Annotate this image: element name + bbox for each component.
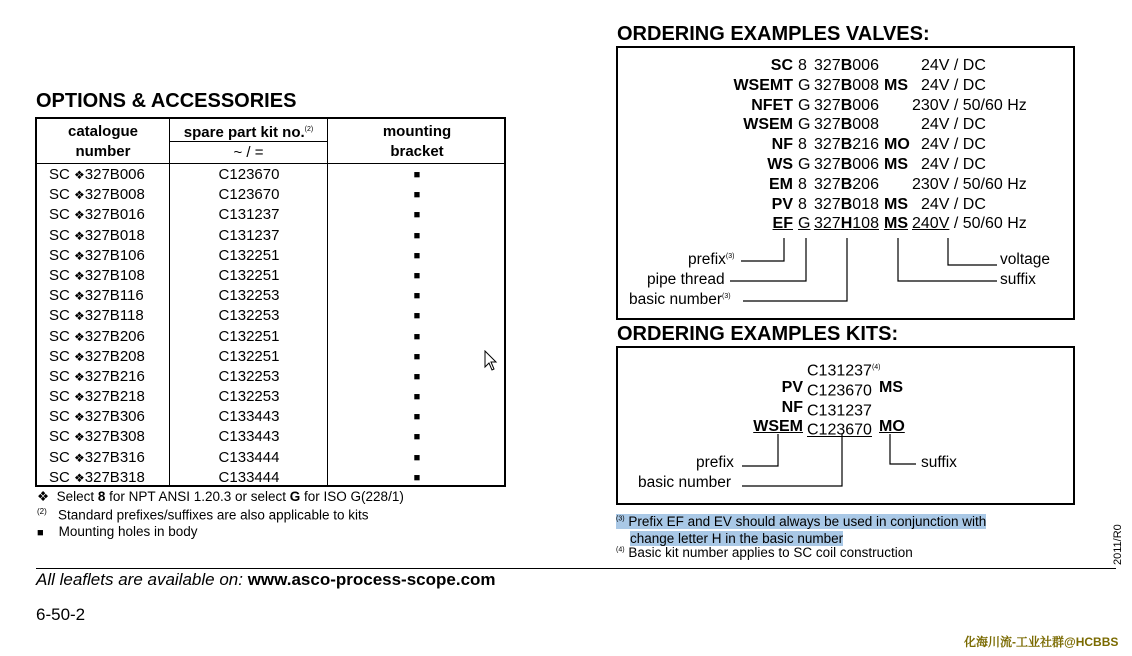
valve-voltage: 24V / DC: [921, 76, 986, 94]
bracket-mark: ■: [413, 269, 421, 282]
valve-prefix: EM: [769, 175, 793, 193]
watermark: 化海川流-工业社群@HCBBS: [964, 635, 1119, 649]
bracket-mark: ■: [413, 249, 421, 262]
table-row: [37, 347, 504, 367]
label-suffix: suffix: [1000, 271, 1036, 288]
note-mounting: ■ Mounting holes in body: [37, 524, 198, 539]
valve-voltage: 24V / DC: [921, 156, 986, 173]
valve-voltage: 240V / 50/60 Hz: [912, 215, 1027, 233]
kit-number: C132253: [218, 388, 280, 406]
valve-basic-number: 327B018: [814, 195, 879, 213]
catalogue-number: SC ❖327B308: [49, 428, 145, 446]
valve-voltage: 24V / DC: [921, 136, 986, 154]
catalogue-number: SC ❖327B218: [49, 388, 145, 406]
valve-suffix: MS: [884, 76, 908, 94]
bracket-mark: ■: [413, 431, 421, 444]
bracket-mark: ■: [413, 350, 421, 363]
catalogue-number: SC ❖327B208: [49, 347, 145, 365]
kit-number: C131237: [218, 226, 280, 244]
valve-prefix: NFET: [751, 96, 793, 114]
catalogue-number: SC ❖327B006: [49, 166, 145, 183]
valve-prefix: PV: [771, 195, 793, 213]
valve-prefix: WSEMT: [733, 76, 793, 94]
catalogue-number: SC ❖327B316: [49, 448, 145, 466]
valve-voltage: 24V / DC: [921, 116, 986, 134]
note-kits: $^{(2)}$ Standard prefixes/suffixes are also applicable to kits: [37, 507, 369, 523]
bracket-mark: ■: [413, 451, 421, 464]
catalogue-number: SC ❖327B216: [49, 367, 145, 385]
bracket-mark: ■: [413, 169, 421, 181]
leaflets-line: All leaflets are available on: www.asco-process-scope.com: [36, 570, 496, 589]
catalogue-number: SC ❖327B116: [49, 287, 144, 305]
catalogue-number: SC ❖327B306: [49, 408, 145, 426]
options-table: [35, 117, 506, 487]
bracket-mark: ■: [413, 391, 421, 404]
valve-thread: G: [798, 116, 811, 134]
kits-box: [616, 346, 1075, 505]
kit-number: C132253: [218, 287, 280, 305]
valve-suffix: MS: [884, 215, 908, 233]
table-row: [37, 246, 504, 266]
table-row: [37, 448, 504, 468]
kit-number: C123670: [218, 186, 280, 204]
table-row: [37, 226, 504, 246]
table-row: [37, 306, 504, 326]
valve-thread: G: [798, 96, 811, 114]
kit-prefix: WSEM: [753, 418, 803, 436]
kit-prefix: NF: [781, 398, 803, 416]
label-pipe-thread: pipe thread: [647, 271, 725, 288]
table-row: [37, 266, 504, 286]
kit-number: C133444: [218, 448, 280, 466]
website-link[interactable]: www.asco-process-scope.com: [247, 570, 496, 589]
footnote-4: $^{(4)}$ Basic kit number applies to SC coil construction: [616, 545, 913, 560]
kit-number: C131237: [218, 206, 280, 224]
kit-basic-number: C131237: [807, 401, 872, 419]
bracket-mark: ■: [413, 411, 421, 424]
footnote-3: $^{(3)}$ Prefix EF and EV should always be used in conjunction with change letter H in the basic number: [616, 513, 987, 546]
revision-code: 2011/R0: [1112, 524, 1124, 565]
valve-thread: G: [798, 215, 811, 233]
options-rows: [37, 165, 504, 488]
mouse-cursor-icon: [484, 350, 498, 372]
valve-voltage: 230V / 50/60 Hz: [912, 175, 1027, 193]
valve-suffix: MS: [884, 156, 908, 173]
kit-number: C132251: [218, 246, 280, 264]
table-row: [37, 468, 504, 488]
table-row: [37, 327, 504, 347]
table-row: [37, 165, 504, 185]
options-title: OPTIONS & ACCESSORIES: [36, 90, 297, 112]
kit-suffix: MO: [879, 418, 905, 436]
kit-number: C132253: [218, 307, 280, 325]
kit-number: C132251: [218, 347, 280, 365]
valve-prefix: NF: [771, 136, 793, 154]
header-spare-kit: spare part kit no.$^{(2)}$: [183, 124, 314, 141]
valve-prefix: WS: [767, 156, 793, 173]
valve-thread: 8: [798, 136, 807, 154]
kits-label-suffix: suffix: [921, 454, 957, 471]
table-row: [37, 407, 504, 427]
table-row: [37, 286, 504, 306]
kit-number: C132251: [218, 327, 280, 345]
valve-prefix: EF: [772, 215, 793, 233]
valve-basic-number: 327B216: [814, 136, 879, 154]
kit-basic-number: C123670: [807, 382, 872, 400]
table-row: [37, 205, 504, 225]
catalogue-number: SC ❖327B118: [49, 307, 144, 325]
valve-thread: G: [798, 76, 811, 94]
valve-thread: 8: [798, 57, 807, 74]
valve-thread: 8: [798, 195, 807, 213]
kit-number: C132253: [218, 367, 280, 385]
kits-label-prefix: prefix: [696, 454, 734, 471]
valve-basic-number: 327H108: [814, 215, 879, 233]
valve-voltage: 24V / DC: [921, 195, 986, 213]
catalogue-number: SC ❖327B008: [49, 186, 145, 204]
catalogue-number: SC ❖327B318: [49, 468, 145, 486]
bracket-mark: ■: [413, 229, 421, 242]
label-voltage: voltage: [1000, 251, 1050, 268]
page-number: 6-50-2: [36, 605, 86, 624]
catalogue-number: SC ❖327B106: [49, 246, 145, 264]
valves-box: [616, 46, 1075, 320]
kits-title: ORDERING EXAMPLES KITS:: [617, 323, 899, 345]
catalogue-number: SC ❖327B206: [49, 327, 145, 345]
valve-suffix: MS: [884, 195, 908, 213]
header-catalogue: catalogue number: [67, 123, 139, 160]
catalogue-number: SC ❖327B016: [49, 206, 145, 224]
kit-number: C133443: [218, 408, 280, 426]
valve-prefix: SC: [770, 57, 793, 74]
valve-suffix: MO: [884, 136, 910, 154]
valve-basic-number: 327B006: [814, 57, 879, 74]
label-prefix: prefix$^{(3)}$: [688, 251, 735, 268]
bracket-mark: ■: [413, 209, 421, 222]
bracket-mark: ■: [413, 370, 421, 383]
kit-number: C132251: [218, 266, 280, 284]
table-row: [37, 185, 504, 205]
bracket-mark: ■: [413, 310, 421, 323]
valve-thread: 8: [798, 175, 807, 193]
valve-basic-number: 327B008: [814, 76, 879, 94]
bracket-mark: ■: [413, 290, 421, 303]
catalogue-number: SC ❖327B108: [49, 266, 145, 284]
kits-label-basic-number: basic number: [638, 474, 732, 491]
catalogue-number: SC ❖327B018: [49, 226, 145, 244]
kit-basic-number: C123670: [807, 421, 872, 439]
label-basic-number: basic number$^{(3)}$: [629, 291, 731, 308]
kit-number: C133444: [218, 468, 280, 486]
valve-basic-number: 327B006: [814, 96, 879, 114]
header-spare-sub: ~ / =: [233, 144, 264, 161]
bracket-mark: ■: [413, 189, 421, 202]
kit-basic-number: C131237$^{(4)}$: [807, 362, 881, 380]
valve-basic-number: 327B008: [814, 116, 879, 134]
valves-title: ORDERING EXAMPLES VALVES:: [617, 23, 930, 45]
valve-thread: G: [798, 156, 811, 173]
footer-divider: [36, 568, 1116, 569]
table-row: [37, 387, 504, 407]
kit-number: C123670: [218, 166, 280, 183]
valve-voltage: 24V / DC: [921, 57, 986, 74]
kit-suffix: MS: [879, 378, 903, 396]
bracket-mark: ■: [413, 330, 421, 343]
valve-voltage: 230V / 50/60 Hz: [912, 96, 1027, 114]
valve-prefix: WSEM: [743, 116, 793, 134]
valve-basic-number: 327B006: [814, 156, 879, 173]
kit-number: C133443: [218, 428, 280, 446]
note-thread: ❖ Select 8 for NPT ANSI 1.20.3 or select G for ISO G(228/1): [37, 489, 404, 504]
bracket-mark: ■: [413, 471, 421, 484]
valve-basic-number: 327B206: [814, 175, 879, 193]
header-mounting: mounting bracket: [382, 123, 452, 160]
table-row: [37, 367, 504, 387]
table-row: [37, 427, 504, 447]
kit-prefix: PV: [781, 378, 803, 396]
